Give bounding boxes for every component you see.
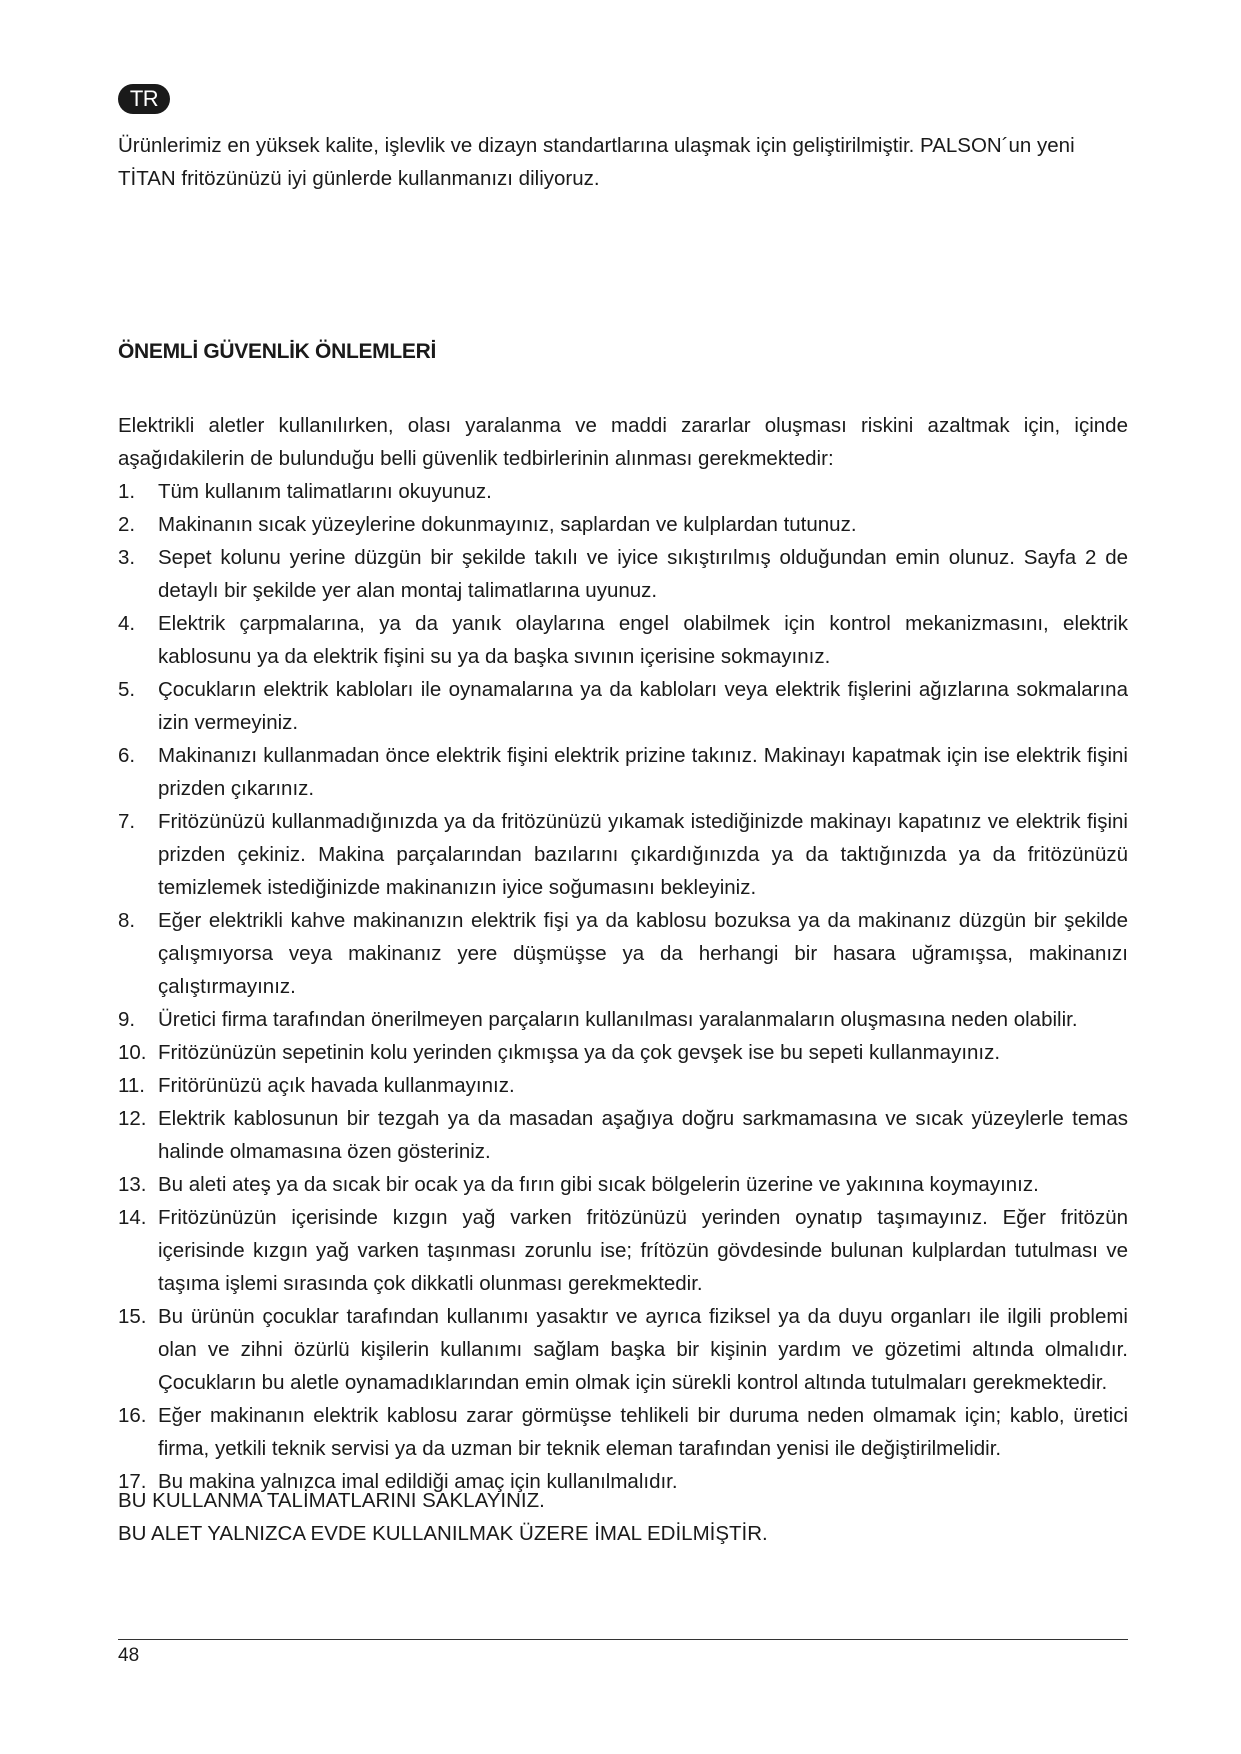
item-number: 9.: [118, 1008, 136, 1031]
item-text: Sepet kolunu yerine düzgün bir şekilde takılı ve iyice sıkıştırılmış olduğundan emin olunuz. Sayfa 2 de detaylı bir şekilde yer alan montaj talimatlarına uyunuz.: [158, 546, 1128, 602]
list-item: [118, 607, 1128, 673]
item-number: 3.: [118, 546, 136, 569]
item-number: 7.: [118, 810, 136, 833]
item-number: 1.: [118, 480, 136, 503]
item-text: Çocukların elektrik kabloları ile oynamalarına ya da kabloları veya elektrik fişlerini ağızlarına sokmalarına izin vermeyiniz.: [158, 678, 1128, 734]
item-text: Makinanın sıcak yüzeylerine dokunmayınız, saplardan ve kulplardan tutunuz.: [158, 513, 857, 536]
item-text: Elektrik çarpmalarına, ya da yanık olaylarına engel olabilmek için kontrol mekanizmasını, elektrik kablosunu ya da elektrik fişini su ya da başka sıvının içerisine sokmayınız.: [158, 612, 1128, 668]
list-item: [118, 1399, 1128, 1465]
item-number: 14.: [118, 1206, 147, 1229]
closing-line-household-use: BU ALET YALNIZCA EVDE KULLANILMAK ÜZERE İMAL EDİLMİŞTİR.: [118, 1522, 768, 1545]
item-number: 12.: [118, 1107, 147, 1130]
item-text: Elektrik kablosunun bir tezgah ya da masadan aşağıya doğru sarkmamasına ve sıcak yüzeylerle temas halinde olmamasına özen gösteriniz.: [158, 1107, 1128, 1163]
page-number: 48: [118, 1645, 140, 1666]
list-item: [118, 673, 1128, 739]
item-text: Bu makina yalnızca imal edildiği amaç için kullanılmalıdır.: [158, 1470, 678, 1493]
list-item: [118, 541, 1128, 607]
item-number: 16.: [118, 1404, 147, 1427]
item-number: 11.: [118, 1074, 145, 1097]
list-item: [118, 508, 1128, 541]
list-item: [118, 1102, 1128, 1168]
safety-rules-list: [118, 475, 1128, 1498]
footer-divider: [118, 1639, 1128, 1640]
lead-paragraph: Elektrikli aletler kullanılırken, olası yaralanma ve maddi zararlar oluşması riskini azaltmak için, içinde aşağıdakilerin de bulunduğu belli güvenlik tedbirlerinin alınması gerekmektedir:: [118, 414, 1128, 470]
item-number: 6.: [118, 744, 136, 767]
intro-paragraph: Ürünlerimiz en yüksek kalite, işlevlik ve dizayn standartlarına ulaşmak için geliştirilmiştir. PALSON´un yeni TİTAN fritözünüzü iyi günlerde kullanmanızı diliyoruz.: [118, 134, 1075, 190]
item-text: Fritörünüzü açık havada kullanmayınız.: [158, 1074, 515, 1097]
list-item: [118, 805, 1128, 904]
item-number: 13.: [118, 1173, 147, 1196]
item-text: Bu aleti ateş ya da sıcak bir ocak ya da fırın gibi sıcak bölgelerin üzerine ve yakınına koymayınız.: [158, 1173, 1039, 1196]
item-text: Makinanızı kullanmadan önce elektrik fişini elektrik prizine takınız. Makinayı kapatmak için ise elektrik fişini prizden çıkarınız.: [158, 744, 1128, 800]
item-text: Fritözünüzü kullanmadığınızda ya da fritözünüzü yıkamak istediğinizde makinayı kapatınız ve elektrik fişini prizden çekiniz. Makina parçalarından bazılarını çıkardığınızda ya da taktığınızda ya da fritözünüzü temizlemek istediğinizde makinanızın iyice soğumasını bekleyiniz.: [158, 810, 1128, 899]
item-number: 17.: [118, 1470, 147, 1493]
item-text: Fritözünüzün sepetinin kolu yerinden çıkmışsa ya da çok gevşek ise bu sepeti kullanmayınız.: [158, 1041, 1001, 1064]
list-item: [118, 475, 1128, 508]
item-number: 4.: [118, 612, 136, 635]
item-text: Eğer makinanın elektrik kablosu zarar görmüşse tehlikeli bir duruma neden olmamak için; kablo, üretici firma, yetkili teknik servisi ya da uzman bir teknik eleman tarafından yenisi ile değiştirilmelidir.: [158, 1404, 1128, 1460]
language-badge: TR: [118, 84, 170, 114]
list-item: [118, 904, 1128, 1003]
list-item: [118, 739, 1128, 805]
item-number: 2.: [118, 513, 136, 536]
closing-notes: [118, 1484, 1128, 1550]
list-item: [118, 1300, 1128, 1399]
item-number: 15.: [118, 1305, 147, 1328]
list-item: [118, 1168, 1128, 1201]
list-item: [118, 1003, 1128, 1036]
item-number: 8.: [118, 909, 136, 932]
item-text: Bu ürünün çocuklar tarafından kullanımı yasaktır ve ayrıca fiziksel ya da duyu organları ile ilgili problemi olan ve zihni özürlü kişilerin kullanımı sağlam başka bir kişinin yardım ve gözetimi altında olmalıdır. Çocukların bu aletle oynamadıklarından emin olmak için sürekli kontrol altında tutulmaları gerekmektedir.: [158, 1305, 1128, 1394]
closing-line-keep-instructions: BU KULLANMA TALİMATLARINI SAKLAYINIZ.: [118, 1489, 545, 1512]
item-number: 10.: [118, 1041, 147, 1064]
item-text: Fritözünüzün içerisinde kızgın yağ varken fritözünüzü yerinden oynatıp taşımayınız. Eğer fritözün içerisinde kızgın yağ varken taşınması zorunlu ise; frítözün gövdesinde bulunan kulplardan tutulması ve taşıma işlemi sırasında çok dikkatli olunması gerekmektedir.: [158, 1206, 1128, 1295]
item-number: 5.: [118, 678, 136, 701]
list-item: [118, 1069, 1128, 1102]
item-text: Tüm kullanım talimatlarını okuyunuz.: [158, 480, 492, 503]
list-item: [118, 1201, 1128, 1300]
item-text: Üretici firma tarafından önerilmeyen parçaların kullanılması yaralanmaların oluşmasına neden olabilir.: [158, 1008, 1078, 1031]
list-item: [118, 1036, 1128, 1069]
section-heading: ÖNEMLİ GÜVENLİK ÖNLEMLERİ: [118, 340, 437, 363]
item-text: Eğer elektrikli kahve makinanızın elektrik fişi ya da kablosu bozuksa ya da makinanız düzgün bir şekilde çalışmıyorsa veya makinanız yere düşmüşse ya da herhangi bir hasara uğramışsa, makinanızı çalıştırmayınız.: [158, 909, 1128, 998]
